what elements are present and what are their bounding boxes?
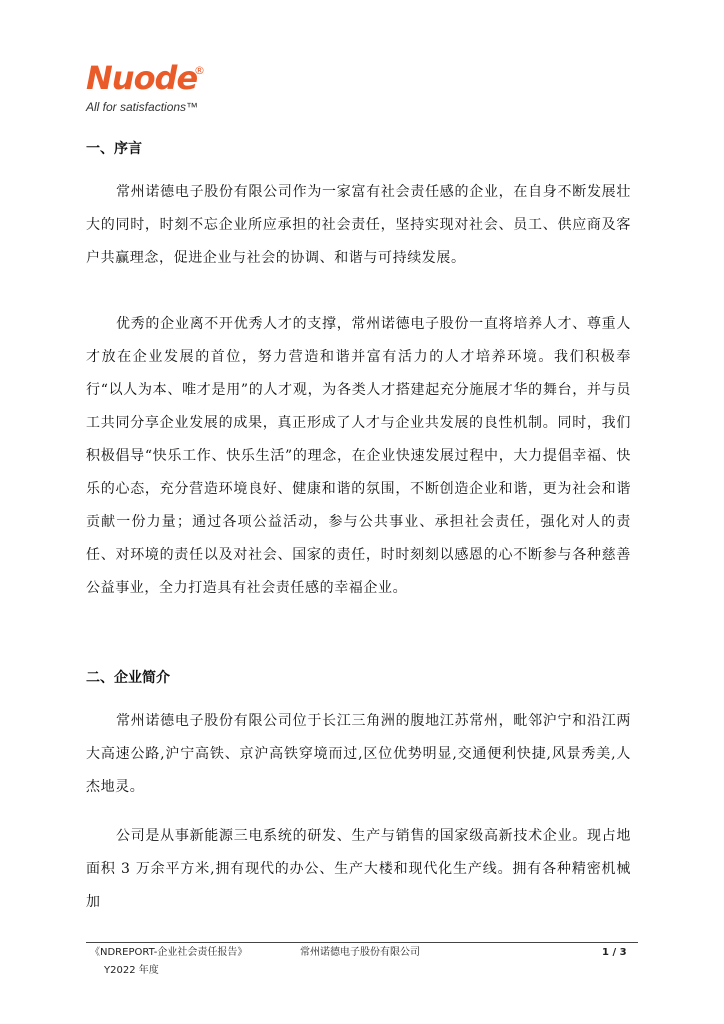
preface-paragraph-2: 优秀的企业离不开优秀人才的支撑，常州诺德电子股份一直将培养人才、尊重人才放在企业发展的首位，努力营造和谐并富有活力的人才培养环境。我们积极奉行“以人为本、唯才是用”的人才观，为各类人才搭建起充分施展才华的舞台，并与员工共同分享企业发展的成果，真正形成了人才与企业共发展的良性机制。同时，我们积极倡导“快乐工作、快乐生活”的理念，在企业快速发展过程中，大力提倡幸福、快乐的心态，充分营造环境良好、健康和谐的氛围，不断创造企业和谐，更为社会和谐贡献一份力量；通过各项公益活动，参与公共事业、承担社会责任，强化对人的责任、对环境的责任以及对社会、国家的责任，时时刻刻以感恩的心不断参与各种慈善公益事业，全力打造具有社会责任感的幸福企业。 bbox=[86, 316, 631, 596]
logo-wordmark: Nuode bbox=[86, 59, 198, 97]
footer-page-number: 1 / 3 bbox=[602, 947, 627, 958]
footer-report-title: 《NDREPORT-企业社会责任报告》 bbox=[90, 947, 248, 958]
profile-paragraph-1: 常州诺德电子股份有限公司位于长江三角洲的腹地江苏常州，毗邻沪宁和沿江两大高速公路,沪宁高铁、京沪高铁穿境而过,区位优势明显,交通便利快捷,风景秀美,人杰地灵。 bbox=[86, 713, 631, 795]
preface-paragraph-1: 常州诺德电子股份有限公司作为一家富有社会责任感的企业，在自身不断发展壮大的同时，时刻不忘企业所应承担的社会责任，坚持实现对社会、员工、供应商及客户共赢理念，促进企业与社会的协调、和谐与可持续发展。 bbox=[86, 184, 631, 266]
footer-divider bbox=[86, 942, 638, 943]
company-logo bbox=[86, 60, 226, 120]
footer-report-block bbox=[90, 944, 247, 980]
footer-company: 常州诺德电子股份有限公司 bbox=[300, 947, 420, 958]
section-heading-preface: 一、序言 bbox=[86, 141, 142, 157]
section-heading-company-profile: 二、企业简介 bbox=[86, 670, 170, 686]
logo-tagline: All for satisfactions™ bbox=[86, 100, 199, 114]
profile-paragraph-2: 公司是从事新能源三电系统的研发、生产与销售的国家级高新技术企业。现占地面积 3 万余平方米,拥有现代的办公、生产大楼和现代化生产线。拥有各种精密机械加 bbox=[86, 828, 631, 910]
logo-registered-mark: ® bbox=[194, 64, 205, 77]
footer-year: Y2022 年度 bbox=[104, 965, 159, 976]
